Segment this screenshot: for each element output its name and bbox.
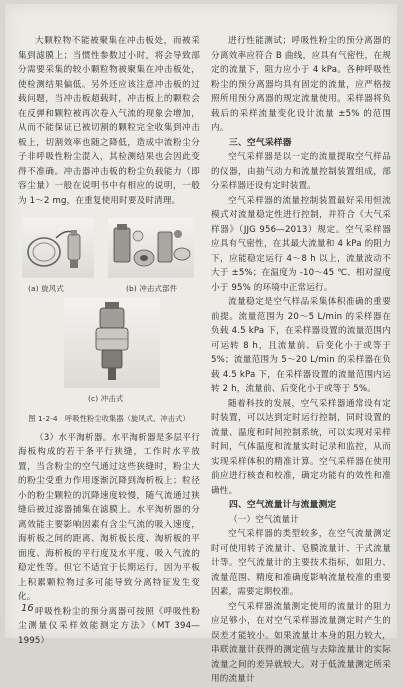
paragraph: 空气采样器是以一定的流量提取空气样品的仪器，由抽气动力和流量控制装置组成，部分采样器还设有定时装置。 [211, 152, 391, 191]
impactor-parts-photo [108, 218, 194, 278]
cyclone-collector-photo [22, 218, 94, 278]
paragraph: 空气采样器的流量控制装置最好采用恒流模式对流量稳定性进行控制，并符合《大气采样器》（JJG 956—2013）规定。空气采样器应具有气密性，在其最大流量和 4 kPa 的阻力下，应能稳定运行 4～8 h 以上，流量波动不大于 ±5%；在温度为 -10～45 ℃、相对湿度小于 95% 的环境中正常运行。 [211, 195, 391, 293]
figure-1-2-4 [18, 216, 200, 406]
page-number: 16 [21, 603, 34, 614]
paragraph: 空气采样器流量测定使用的流量计的阻力应足够小，在对空气采样器流量测定时产生的误差才能较小。如果流量计本身的阻力较大，串联流量计获得的测定值与去除流量计的实际流量之间的差异就较大。对于低流量测定所采用的流量计 [211, 601, 391, 684]
paragraph: 呼吸性粉尘的预分离器可按照《呼吸性粉尘测量仪采样效能测定方法》（MT 394—1995） [18, 606, 200, 646]
figure-caption-b: (b) 冲击式部件 [126, 284, 178, 293]
paragraph: 随着科技的发展，空气采样器通常设有定时装置，可以达到定时运行控制，同时设置的流量、温度和时间控制系统，可以实现对采样时间，气体温度和流量实时记录和监控，从而实现采样体积的精准计算。空气采样器在使用前应进行核查和校准，确定功能有的效性和准确性。 [211, 398, 391, 496]
figure-caption-c: (c) 冲击式 [88, 394, 124, 403]
right-column [211, 34, 391, 687]
paragraph: 大颗粒物不能被聚集在冲击板处，而被采集到滤膜上；当惯性参数过小时，将会导致部分需要采集的较小颗粒物被聚集在冲击板处，使检测结果偏低。另外还应该注意冲击板的过载问题，当冲击板超载时，冲击板上的颗粒会在反弹和颗粒被再次卷入气流的现象会增加，从而不能保证已被切割的颗粒完全收集到冲击板上，切割效率也随之降低，造成中流粉尘分子非呼吸性粉尘混入，其检测结果也会因此变得不准确。冲击器冲击板的粉尘负载能力（即容尘量）一般在说明书中有相应的说明，一般为 1～2 mg，在重复使用时要及时清理。 [18, 36, 200, 206]
section-heading: 四、空气流量计与流量测定 [229, 500, 337, 510]
figure-title: 图 1-2-4 呼吸性粉尘收集器（旋风式、冲击式） [28, 414, 190, 423]
figure-caption-a: (a) 旋风式 [28, 284, 64, 293]
paragraph: 进行性能测试；呼吸性粉尘的预分离器的分离效率应符合 B 曲线，应具有气密性，在规定的流量下，阻力应小于 4 kPa。各种呼吸性粉尘的预分离器均具有固定的流量，应严格按照所用预分离器的规定流量使用。采样器将负载后的采样流量变化设计流量 ±5% 的范围内。 [211, 36, 391, 133]
paragraph: 流量稳定是空气样品采集体积准确的重要前提。流量范围为 20～5 L/min 的采样器在负载 4.5 kPa 下，在采样器设置的流量范围内可运转 8 h，且流量前、后变化小于或等于 5%；流量范围为 5～20 L/min 的采样器在负载 4.5 kPa 下，在采样器设置的流量范围内运转 2 h，流量前、后变化小于或等于 5%。 [211, 297, 391, 394]
subsection-heading: （一）空气流量计 [229, 514, 299, 525]
section-heading: 三、空气采样器 [229, 137, 292, 148]
paragraph: （3）水平淘析器。水平淘析器是多层平行海板构成的若干条平行狭缝，工作时水平放置，当含粉尘的空气通过这些狭缝时，粉尘大的粉尘受重力作用逐渐沉降到淘析板上；粒径小的粉尘颗粒的沉降速度较慢，随气流通过狭缝后被过滤器捕集在滤膜上。水平淘析器的分离效能主要影响因素有含尘气流的吸入速度，海析板之间的距离、淘析板长度、淘析板的平面度、海析板的平行度及水平度、吸入气流的稳定性等。但它不适宜于长期运行，因为平板上积累颗粒物过多可能导致分离特征发生变化。 [18, 432, 200, 602]
document-page [5, 4, 397, 684]
paragraph: 空气采样器的类型较多，在空气流量测定时可使用转子流量计、皂膜流量计、干式流量计等。空气流量计的主要技术指标，如阻力、流量范围、精度和准确度影响流量校准的重要因素，需要定期校准。 [211, 529, 391, 597]
left-column [18, 34, 200, 648]
impactor-assembled-photo [64, 298, 160, 388]
